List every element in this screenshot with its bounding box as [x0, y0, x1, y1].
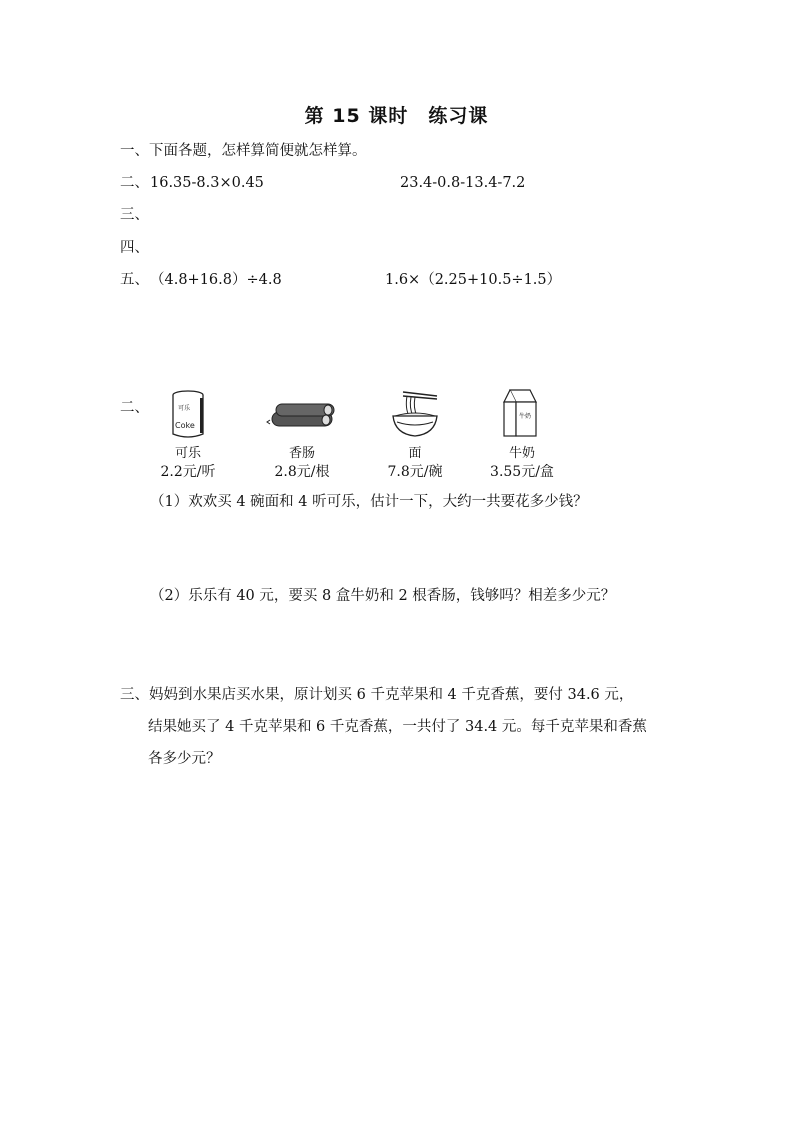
item-name: 面 [408, 446, 422, 461]
part3-line-1: 三、妈妈到水果店买水果，原计划买 6 千克苹果和 4 千克香蕉，要付 34.6 元， [120, 687, 634, 703]
part2-question-2: （2）乐乐有 40 元，要买 8 盒牛奶和 2 根香肠，钱够吗？相差多少元？ [150, 588, 616, 604]
item-sausage [262, 390, 342, 481]
q3-label: 三、 [120, 207, 149, 223]
cola-can-icon [170, 390, 206, 440]
item-cola [153, 390, 223, 481]
svg-text:牛奶: 牛奶 [519, 413, 532, 420]
q5-label: 五、 [120, 272, 149, 288]
part1-heading: 一、下面各题，怎样算简便就怎样算。 [120, 143, 367, 159]
q2-label: 二、 [120, 175, 149, 191]
item-milk [482, 388, 562, 481]
item-price: 3.55元/盒 [490, 464, 554, 480]
q5-expression-b: 1.6×（2.25+10.5÷1.5） [385, 272, 562, 288]
q2-expression-b: 23.4-0.8-13.4-7.2 [400, 175, 526, 191]
sausage-icon [266, 390, 338, 440]
item-price: 2.2元/听 [160, 464, 216, 480]
part3-line-3: 各多少元？ [148, 751, 221, 767]
q2-expression-a: 16.35-8.3×0.45 [150, 175, 264, 191]
can-label: Coke [175, 421, 195, 430]
page-title: 第 15 课时 练习课 [304, 105, 489, 127]
noodle-bowl-icon [385, 390, 445, 440]
part2-question-1: （1）欢欢买 4 碗面和 4 听可乐，估计一下，大约一共要花多少钱？ [150, 494, 588, 510]
item-name: 可乐 [174, 446, 201, 461]
part3-line-2: 结果她买了 4 千克苹果和 6 千克香蕉，一共付了 34.4 元。每千克苹果和香蕉 [148, 719, 647, 735]
part2-label: 二、 [120, 400, 149, 416]
milk-carton-icon [502, 388, 542, 440]
svg-text:可乐: 可乐 [178, 405, 191, 412]
q4-label: 四、 [120, 240, 149, 256]
item-name: 香肠 [288, 446, 315, 461]
item-noodle [375, 390, 455, 481]
q5-expression-a: （4.8+16.8）÷4.8 [150, 272, 282, 288]
item-price: 2.8元/根 [274, 464, 330, 480]
item-name: 牛奶 [508, 446, 535, 461]
item-price: 7.8元/碗 [387, 464, 443, 480]
